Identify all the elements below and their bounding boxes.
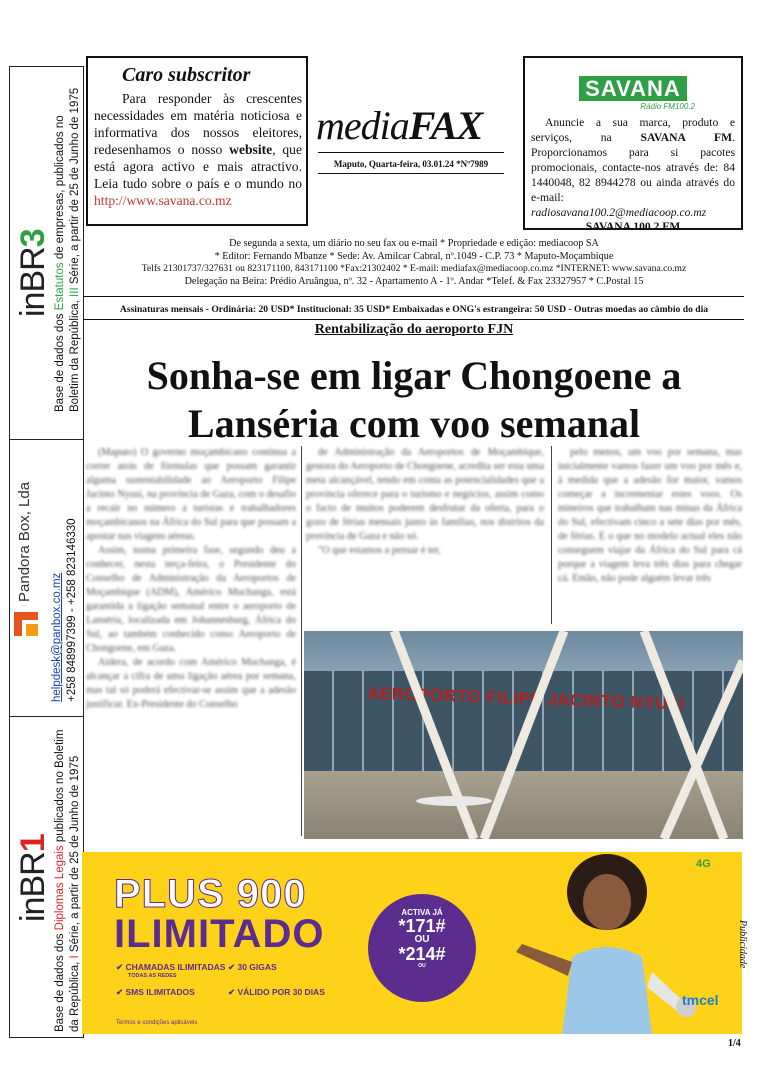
pandora-phones: +258 848997399 - +258 823146330 bbox=[66, 518, 78, 702]
pandora-logo-icon bbox=[14, 612, 38, 636]
column-divider-1 bbox=[301, 446, 302, 836]
inbr3-num: 3 bbox=[14, 229, 52, 248]
dateline: Maputo, Quarta-feira, 03.01.24 *Nº7989 bbox=[318, 152, 504, 174]
subscriber-box bbox=[86, 56, 308, 226]
headline-line-1: Sonha-se em ligar Chongoene a bbox=[146, 353, 682, 398]
inbr1-line2: da República, I Série, a partir de 25 de Junho de 1975 bbox=[69, 755, 81, 1032]
subscriber-body: Para responder às crescentes necessidades em matéria noticiosa e informativa dos nossos eleitores, redesenhamos o nosso website, que está agora activo e mais atractivo. Leia tudo sobre o país e o mundo no http://www.savana.co.mz bbox=[94, 91, 302, 208]
info-line-2: * Editor: Fernando Mbanze * Sede: Av. Amilcar Cabral, nº.1049 - C.P. 73 * Maputo-Moçambique bbox=[214, 250, 614, 262]
article-column-2 bbox=[306, 446, 544, 626]
savana-email[interactable]: radiosavana100.2@mediacoop.co.mz bbox=[531, 206, 707, 219]
savana-logo: SAVANA Rádio FM100.2 bbox=[531, 76, 735, 111]
inbr1-line1: Base de dados dos Diplomas Legais publicados no Boletim bbox=[54, 729, 66, 1032]
ad-headline-2: ILIMITADO bbox=[114, 912, 325, 956]
badge-code-1: *171# bbox=[398, 916, 446, 936]
col1-para-1: (Maputo) O governo moçambicano continua a correr atrás de fórmulas que possam garantir alguma sustentabilidade ao Aeroporto Filipe Jacinto Nyusi, na província de Gaza, com o desafio a recair no número a turistas e trabalhadores moçambicanos na África do Sul para que possam a apostar nas viagens aéreas. bbox=[86, 447, 296, 542]
ad-activation-badge bbox=[368, 894, 476, 1002]
ad-features bbox=[116, 962, 326, 998]
badge-title: ACTIVA JÁ bbox=[401, 908, 443, 917]
badge-sub: OU bbox=[418, 963, 426, 969]
savana-box bbox=[523, 56, 743, 233]
inbr1-num: 1 bbox=[14, 834, 52, 853]
masthead-title: mediaFAX bbox=[316, 103, 483, 148]
ad-feature-gigas: ✔ 30 GIGAS bbox=[228, 962, 277, 972]
info-line-1: De segunda a sexta, um diário no seu fax ou e-mail * Propriedade e edição: mediacoop SA bbox=[229, 238, 599, 249]
col3-para-1: pelo menos, um voo por semana, mas inicialmente vamos fazer um voo por mês e, à medida que a adesão for maior, vamos começar a incrementar estes voos. Os mineiros que trabalham nas minas da África do Sul, efectivam cinco a sete dias por mês, de férias. E o que no modelo actual eles não conseguem viajar da África do Sul para cá porque a viagem leva três dias para chegar cá. Então, não pode alguém levar três bbox=[558, 447, 742, 584]
col2-para-2: "O que estamos a pensar é ter, bbox=[318, 545, 441, 556]
savana-website-link[interactable]: http://www.savana.co.mz bbox=[94, 193, 232, 208]
pandora-email-link[interactable]: helpdesk@panbox.co.mz bbox=[51, 572, 63, 702]
ad-network-label: 4G bbox=[696, 858, 711, 870]
subscription-bar: Assinaturas mensais - Ordinária: 20 USD* Institucional: 35 USD* Embaixadas e ONG's estrangeira: 50 USD - Outras moedas ao câmbio do dia bbox=[84, 296, 744, 320]
ad-headline bbox=[114, 874, 324, 954]
ad-side-label: Publicidade bbox=[737, 920, 748, 969]
ad-feature-validity: ✔ VÁLIDO POR 30 DIAS bbox=[228, 987, 325, 997]
subscriber-title: Caro subscritor bbox=[122, 64, 251, 86]
inbr3-brand: inBR bbox=[14, 247, 52, 317]
inbr1-section bbox=[10, 717, 83, 1037]
ad-headline-1: PLUS 900 bbox=[114, 872, 307, 916]
ad-brand-logo: tmcel bbox=[682, 992, 719, 1008]
ad-terms: Termos e condições aplicáveis bbox=[116, 1020, 198, 1026]
article-kicker: Rentabilização do aeroporto FJN bbox=[314, 322, 514, 337]
column-divider-2 bbox=[551, 446, 552, 624]
inbr3-logo bbox=[14, 229, 53, 317]
badge-code-2: *214# bbox=[398, 944, 446, 964]
savana-text: Anuncie a sua marca, produto e serviços, na SAVANA FM. Proporcionamos para si pacotes promocionais, contacte-nos através de: 84 1440048, 82 8944278 ou ainda através do e-mail: radiosavana100.2@mediacoop.co.mz bbox=[531, 116, 735, 219]
article-column-1 bbox=[86, 446, 296, 836]
article-column-3 bbox=[558, 446, 742, 626]
publisher-info bbox=[84, 238, 744, 288]
airport-photo bbox=[304, 631, 743, 839]
ad-feature-calls: ✔ CHAMADAS ILIMITADAS TODAS AS REDES bbox=[116, 962, 226, 979]
airport-structure bbox=[304, 631, 743, 839]
ad-woman-illustration bbox=[502, 852, 702, 1034]
inbr3-section bbox=[10, 67, 83, 440]
article-headline bbox=[84, 352, 744, 448]
inbr1-brand: inBR bbox=[14, 852, 52, 922]
pandora-company: Pandora Box, Lda bbox=[16, 481, 33, 602]
badge-or: OU bbox=[414, 934, 430, 945]
col1-para-3: Aidera, de acordo com Américo Muchanga, é alcançar a cifra de uma ligação aérea por semana, mas tal só poderá efectivar-se assim que a adesão justificar. Ex-Presidente do Conselho bbox=[86, 657, 296, 710]
headline-line-2: Lanséria com voo semanal bbox=[187, 401, 641, 446]
inbr3-line2: Boletim da República, III Série, a partir de 25 de Junho de 1975 bbox=[69, 87, 81, 412]
left-sidebar bbox=[9, 66, 84, 1038]
savana-footer: SAVANA 100.2 FM bbox=[585, 220, 681, 233]
airport-sign: AEROPORTO FILIPE JACINTO NYUSI bbox=[367, 683, 685, 714]
pandora-section bbox=[10, 440, 83, 717]
info-line-4: Delegação na Beira: Prédio Aruângua, nº. 32 - Apartamento A - 1º. Andar *Telef. & Fax 23327957 * C.Postal 15 bbox=[184, 275, 644, 287]
col1-para-2: Assim, numa primeira fase, segundo deu a conhecer, nesta terça-feira, o Presidente do Conselho de Administração da Aeroportos de Moçambique (ADM), Américo Muchanga, está garantida a ligação semanal entre o aeroporto de Lanséria, localizada em Johannesburg, África do Sul, ao também conhecido como Aeroporto de Chongoene, em Gaza. bbox=[86, 545, 296, 654]
col2-para-1: de Administração da Aeroportos de Moçambique, gestora do Aeroporto de Chongoene, acredita ser esta uma meta alcançável, tendo em conta as potencialidades que a província oferece para o turismo e negócios, assim como o facto de muitos poderem desfrutar da oferta, para o gozo de férias mensais junto às famílias, nos distritos da província de Gaza e não só. bbox=[306, 447, 544, 542]
info-line-3: Telfs 21301737/327631 ou 823171100, 843171100 *Fax:21302402 * E-mail: mediafax@mediacoop.co.mz *INTERNET: www.savana.co.mz bbox=[141, 263, 687, 274]
inbr1-logo bbox=[14, 834, 53, 922]
inbr3-line1: Base de dados dos Estatutos de empresas, publicados no bbox=[54, 115, 66, 412]
ad-feature-sms: ✔ SMS ILIMITADOS bbox=[116, 987, 195, 997]
tmcel-advertisement[interactable] bbox=[82, 852, 742, 1034]
page-number: 1/4 bbox=[728, 1038, 741, 1049]
